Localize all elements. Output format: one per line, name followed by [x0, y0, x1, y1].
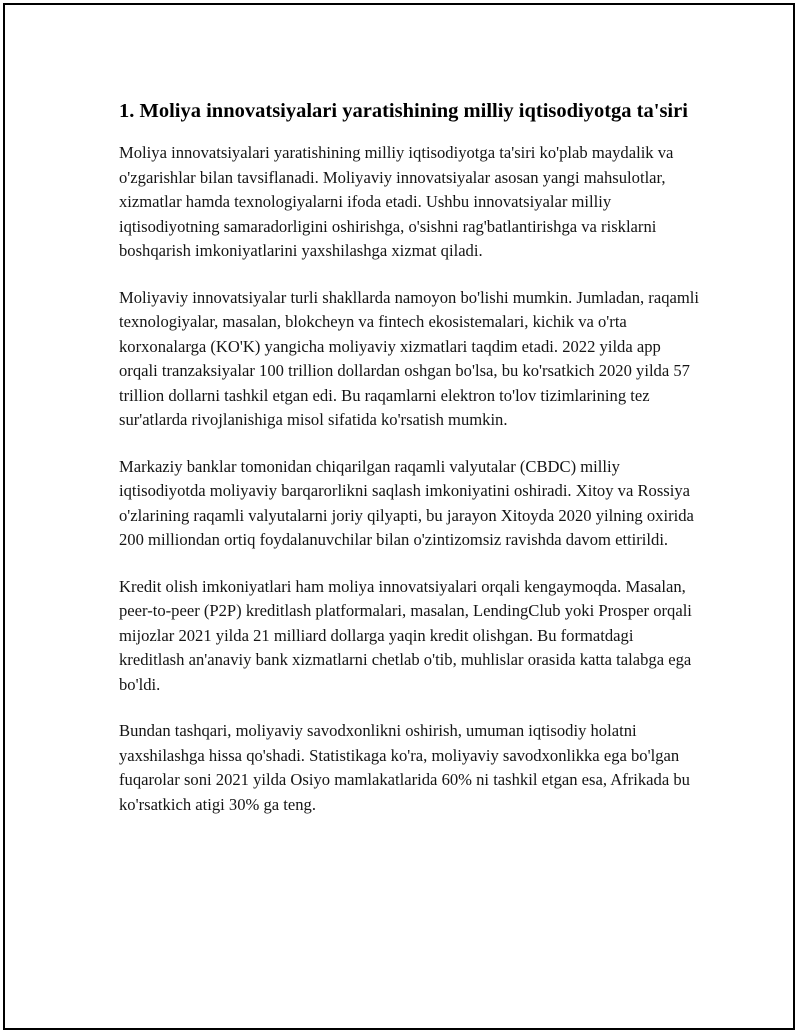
paragraph-literacy: Bundan tashqari, moliyaviy savodxonlikni oshirish, umuman iqtisodiy holatni yaxshilashga hissa qo'shadi. Statistikaga ko'ra, moliyaviy savodxonlikka ega bo'lgan fuqarolar soni 2021 yilda Osiyo mamlakatlarida 60% ni tashkil etgan esa, Afrikada bu ko'rsatkich atigi 30% ga teng. [119, 721, 690, 814]
document-body [119, 98, 699, 839]
paragraph-intro: Moliya innovatsiyalari yaratishining milliy iqtisodiyotga ta'siri ko'plab maydalik va o'zgarishlar bilan tavsiflanadi. Moliyaviy innovatsiyalar asosan yangi mahsulotlar, xizmatlar hamda texnologiyalarni ifoda etadi. Ushbu innovatsiyalar milliy iqtisodiyotning samaradorligini oshirishga, o'sishni rag'batlantirishga va risklarni boshqarish imkoniyatlarini yaxshilashga xizmat qiladi. [119, 143, 674, 260]
page-frame [3, 3, 795, 1030]
paragraph-forms: Moliyaviy innovatsiyalar turli shakllarda namoyon bo'lishi mumkin. Jumladan, raqamli texnologiyalar, masalan, blokcheyn va fintech ekosistemalari, kichik va o'rta korxonalarga (KO'K) yangicha moliyaviy xizmatlari taqdim etadi. 2022 yilda app orqali tranzaksiyalar 100 trillion dollardan oshgan bo'lsa, bu ko'rsatkich 2020 yilda 57 trillion dollarni tashkil etgan edi. Bu raqamlarni elektron to'lov tizimlarining tez sur'atlarda rivojlanishiga misol sifatida ko'rsatish mumkin. [119, 287, 699, 429]
paragraph-cbdc: Markaziy banklar tomonidan chiqarilgan raqamli valyutalar (CBDC) milliy iqtisodiyotda moliyaviy barqarorlikni saqlash imkoniyatini oshiradi. Xitoy va Rossiya o'zlarining raqamli valyutalarni joriy qilyapti, bu jarayon Xitoyda 2020 yilning oxirida 200 milliondan ortiq foydalanuvchilar bilan o'zintizomsiz ravishda davom ettirildi. [119, 456, 694, 549]
paragraph-credit: Kredit olish imkoniyatlari ham moliya innovatsiyalari orqali kengaymoqda. Masalan, peer-to-peer (P2P) kreditlash platformalari, masalan, LendingClub yoki Prosper orqali mijozlar 2021 yilda 21 milliard dollarga yaqin kredit olishgan. Bu formatdagi kreditlash an'anaviy bank xizmatlarni chetlab o'tib, muhlislar orasida katta talabga ega bo'ldi. [119, 576, 692, 694]
section-heading: 1. Moliya innovatsiyalari yaratishining milliy iqtisodiyotga ta'siri [119, 100, 688, 122]
